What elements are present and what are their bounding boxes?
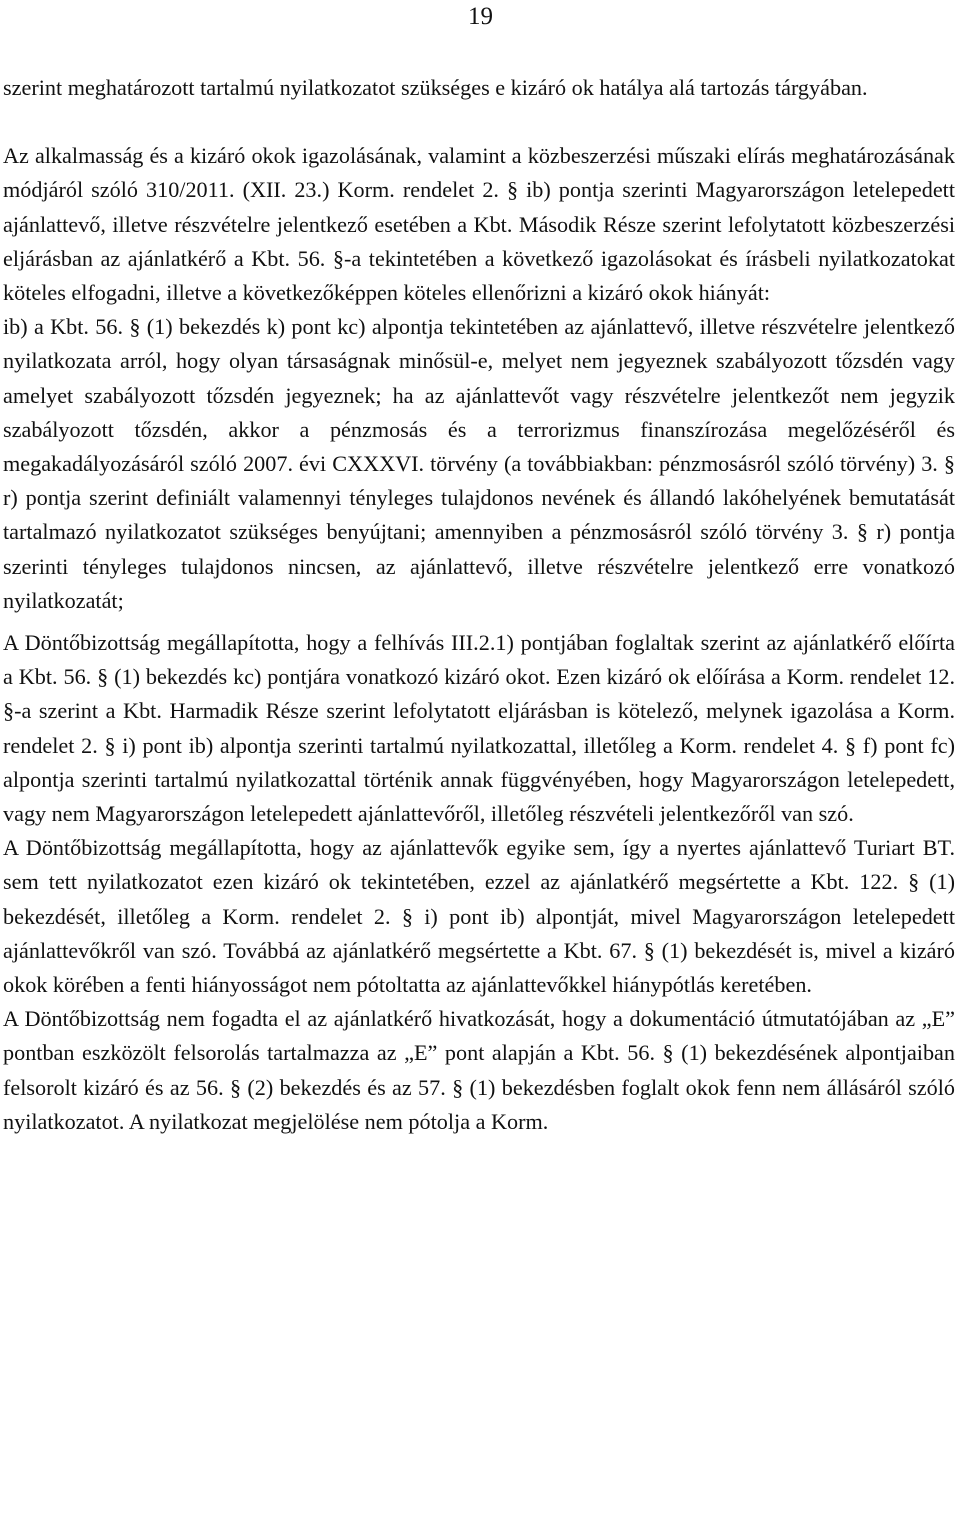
page-number: 19 xyxy=(468,3,493,30)
paragraph: szerint meghatározott tartalmú nyilatkozatot szükséges e kizáró ok hatálya alá tartozás tárgyában. xyxy=(3,75,868,100)
paragraph: A Döntőbizottság megállapította, hogy a felhívás III.2.1) pontjában foglaltak szerint az ajánlatkérő előírta a Kbt. 56. § (1) bekezdés kc) pontjára vonatkozó kizáró okot. Ezen kizáró ok előírása a Korm. rendelet 12. §-a szerint a Kbt. Harmadik Része szerint lefolytatott eljárásban is kötelező, melynek igazolása a Korm. rendelet 2. § i) pont ib) alpontja szerinti tartalmú nyilatkozattal, illetőleg a Korm. rendelet 4. § f) pont fc) alpontja szerinti tartalmú nyilatkozattal történik annak függvényében, hogy Magyarországon letelepedett, vagy nem Magyarországon letelepedett ajánlattevőről, illetőleg részvételi jelentkezőről van szó. xyxy=(3,630,955,827)
paragraph: ib) a Kbt. 56. § (1) bekezdés k) pont kc) alpontja tekintetében az ajánlattevő, illetve részvételre jelentkező nyilatkozata arról, hogy olyan társaságnak minősül-e, melyet nem jegyeznek szabályozott tőzsdén vagy amelyet szabályozott tőzsdén jegyeznek; ha az ajánlattevőt vagy részvételre jelentkezőt nem jegyzik szabályozott tőzsdén, akkor a pénzmosás és a terrorizmus finanszírozása megelőzéséről és megakadályozásáról szóló 2007. évi CXXXVI. törvény (a továbbiakban: pénzmosásról szóló törvény) 3. § r) pontja szerint definiált valamennyi tényleges tulajdonos nevének és állandó lakóhelyének bemutatását tartalmazó nyilatkozatot szükséges benyújtani; amennyiben a pénzmosásról szóló törvény 3. § r) pontja szerinti tényleges tulajdonos nincsen, az ajánlattevő, illetve részvételre jelentkező erre vonatkozó nyilatkozatát; xyxy=(3,314,955,613)
paragraph: A Döntőbizottság nem fogadta el az ajánlatkérő hivatkozását, hogy a dokumentáció útmutatójában az „E” pontban eszközölt felsorolás tartalmazza az „E” pont alapján a Kbt. 56. § (1) bekezdésének alpontjaiban felsorolt kizáró és az 56. § (2) bekezdés és az 57. § (1) bekezdésben foglalt okok fenn nem állásáról szóló nyilatkozatot. A nyilatkozat megjelölése nem pótolja a Korm. xyxy=(3,1006,955,1134)
paragraph: Az alkalmasság és a kizáró okok igazolásának, valamint a közbeszerzési műszaki elírás meghatározásának módjáról szóló 310/2011. (XII. 23.) Korm. rendelet 2. § ib) pontja szerinti Magyarországon letelepedett ajánlattevő, illetve részvételre jelentkező esetében a Kbt. Második Része szerint lefolytatott közbeszerzési eljárásban az ajánlatkérő a Kbt. 56. §-a tekintetében a következő igazolásokat és írásbeli nyilatkozatokat köteles elfogadni, illetve a következőképpen köteles ellenőrizni a kizáró okok hiányát: xyxy=(3,143,955,306)
document-body xyxy=(3,71,955,1139)
paragraph: A Döntőbizottság megállapította, hogy az ajánlattevők egyike sem, így a nyertes ajánlattevő Turiart BT. sem tett nyilatkozatot ezen kizáró ok tekintetében, ezzel az ajánlatkérő megsértette a Kbt. 122. § (1) bekezdését, illetőleg a Korm. rendelet 2. § i) pont ib) alpontját, mivel Magyarországon letelepedett ajánlattevőkről van szó. Továbbá az ajánlatkérő megsértette a Kbt. 67. § (1) bekezdését is, mivel a kizáró okok körében a fenti hiányosságot nem pótoltatta az ajánlattevőkkel hiánypótlás keretében. xyxy=(3,835,955,998)
